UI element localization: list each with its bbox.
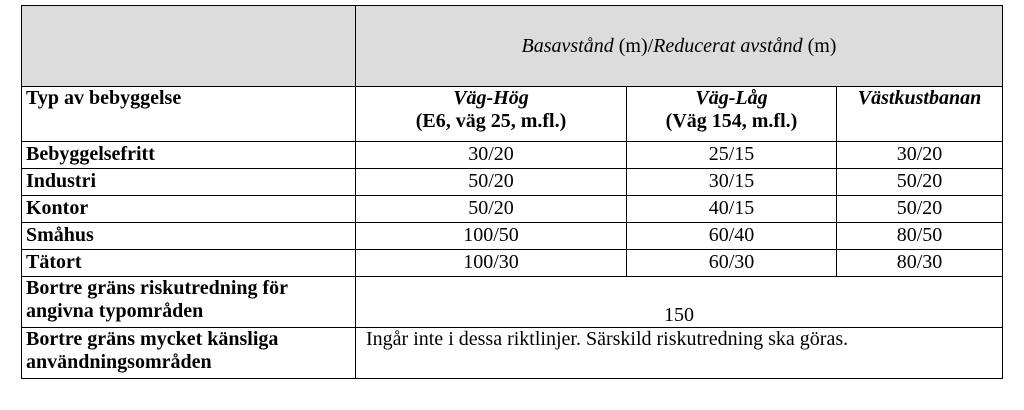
cell-vag-lag: 60/40 [627,223,837,250]
sensitive-limit-value: Ingår inte i dessa riktlinjer. Särskild riskutredning ska göras. [356,328,1003,379]
column-header-row [22,87,1003,142]
risk-limit-label-line-1: Bortre gräns riskutredning för [26,277,289,299]
cell-vag-hog: 50/20 [356,169,627,196]
risk-limit-row [22,277,1003,328]
risk-limit-value: 150 [356,277,1003,328]
type-column-header: Typ av bebyggelse [22,87,356,142]
header-empty-cell [22,6,356,87]
sensitive-limit-label-line-2: användningsområden [26,351,212,373]
cell-vastkust: 50/20 [837,196,1003,223]
vag-lag-name: Väg-Låg [695,87,768,109]
cell-vag-lag: 30/15 [627,169,837,196]
vag-hog-name: Väg-Hög [453,87,529,109]
header-reducerat: Reducerat avstånd [653,34,803,57]
table-row [22,196,1003,223]
risk-limit-label-line-2: angivna typområden [26,300,204,322]
cell-vastkust: 80/30 [837,250,1003,277]
row-label: Kontor [22,196,356,223]
cell-vastkust: 80/50 [837,223,1003,250]
row-label: Småhus [22,223,356,250]
cell-vastkust: 50/20 [837,169,1003,196]
vag-hog-column-header [356,87,627,142]
vag-hog-sub: (E6, väg 25, m.fl.) [415,110,567,132]
header-basavstand: Basavstånd [521,34,614,57]
vastkust-column-header [837,87,1003,142]
distance-header-cell [356,6,1003,87]
table-row [22,250,1003,277]
cell-vag-hog: 50/20 [356,196,627,223]
sensitive-limit-label [22,328,356,379]
cell-vag-lag: 60/30 [627,250,837,277]
row-label: Industri [22,169,356,196]
table-row [22,169,1003,196]
cell-vag-lag: 40/15 [627,196,837,223]
cell-vag-hog: 100/50 [356,223,627,250]
header-unit-2: (m) [802,34,837,57]
cell-vag-lag: 25/15 [627,142,837,169]
vag-lag-sub: (Väg 154, m.fl.) [665,110,798,132]
distance-table [21,5,1003,379]
vag-lag-column-header [627,87,837,142]
table-row [22,223,1003,250]
header-row [22,6,1003,87]
cell-vag-hog: 100/30 [356,250,627,277]
cell-vag-hog: 30/20 [356,142,627,169]
sensitive-limit-row [22,328,1003,379]
row-label: Tätort [22,250,356,277]
sensitive-limit-label-line-1: Bortre gräns mycket känsliga [26,328,279,350]
table-row [22,142,1003,169]
risk-limit-label [22,277,356,328]
header-unit-1: (m)/ [613,34,654,57]
cell-vastkust: 30/20 [837,142,1003,169]
vastkust-name: Västkustbanan [857,87,982,109]
row-label: Bebyggelsefritt [22,142,356,169]
